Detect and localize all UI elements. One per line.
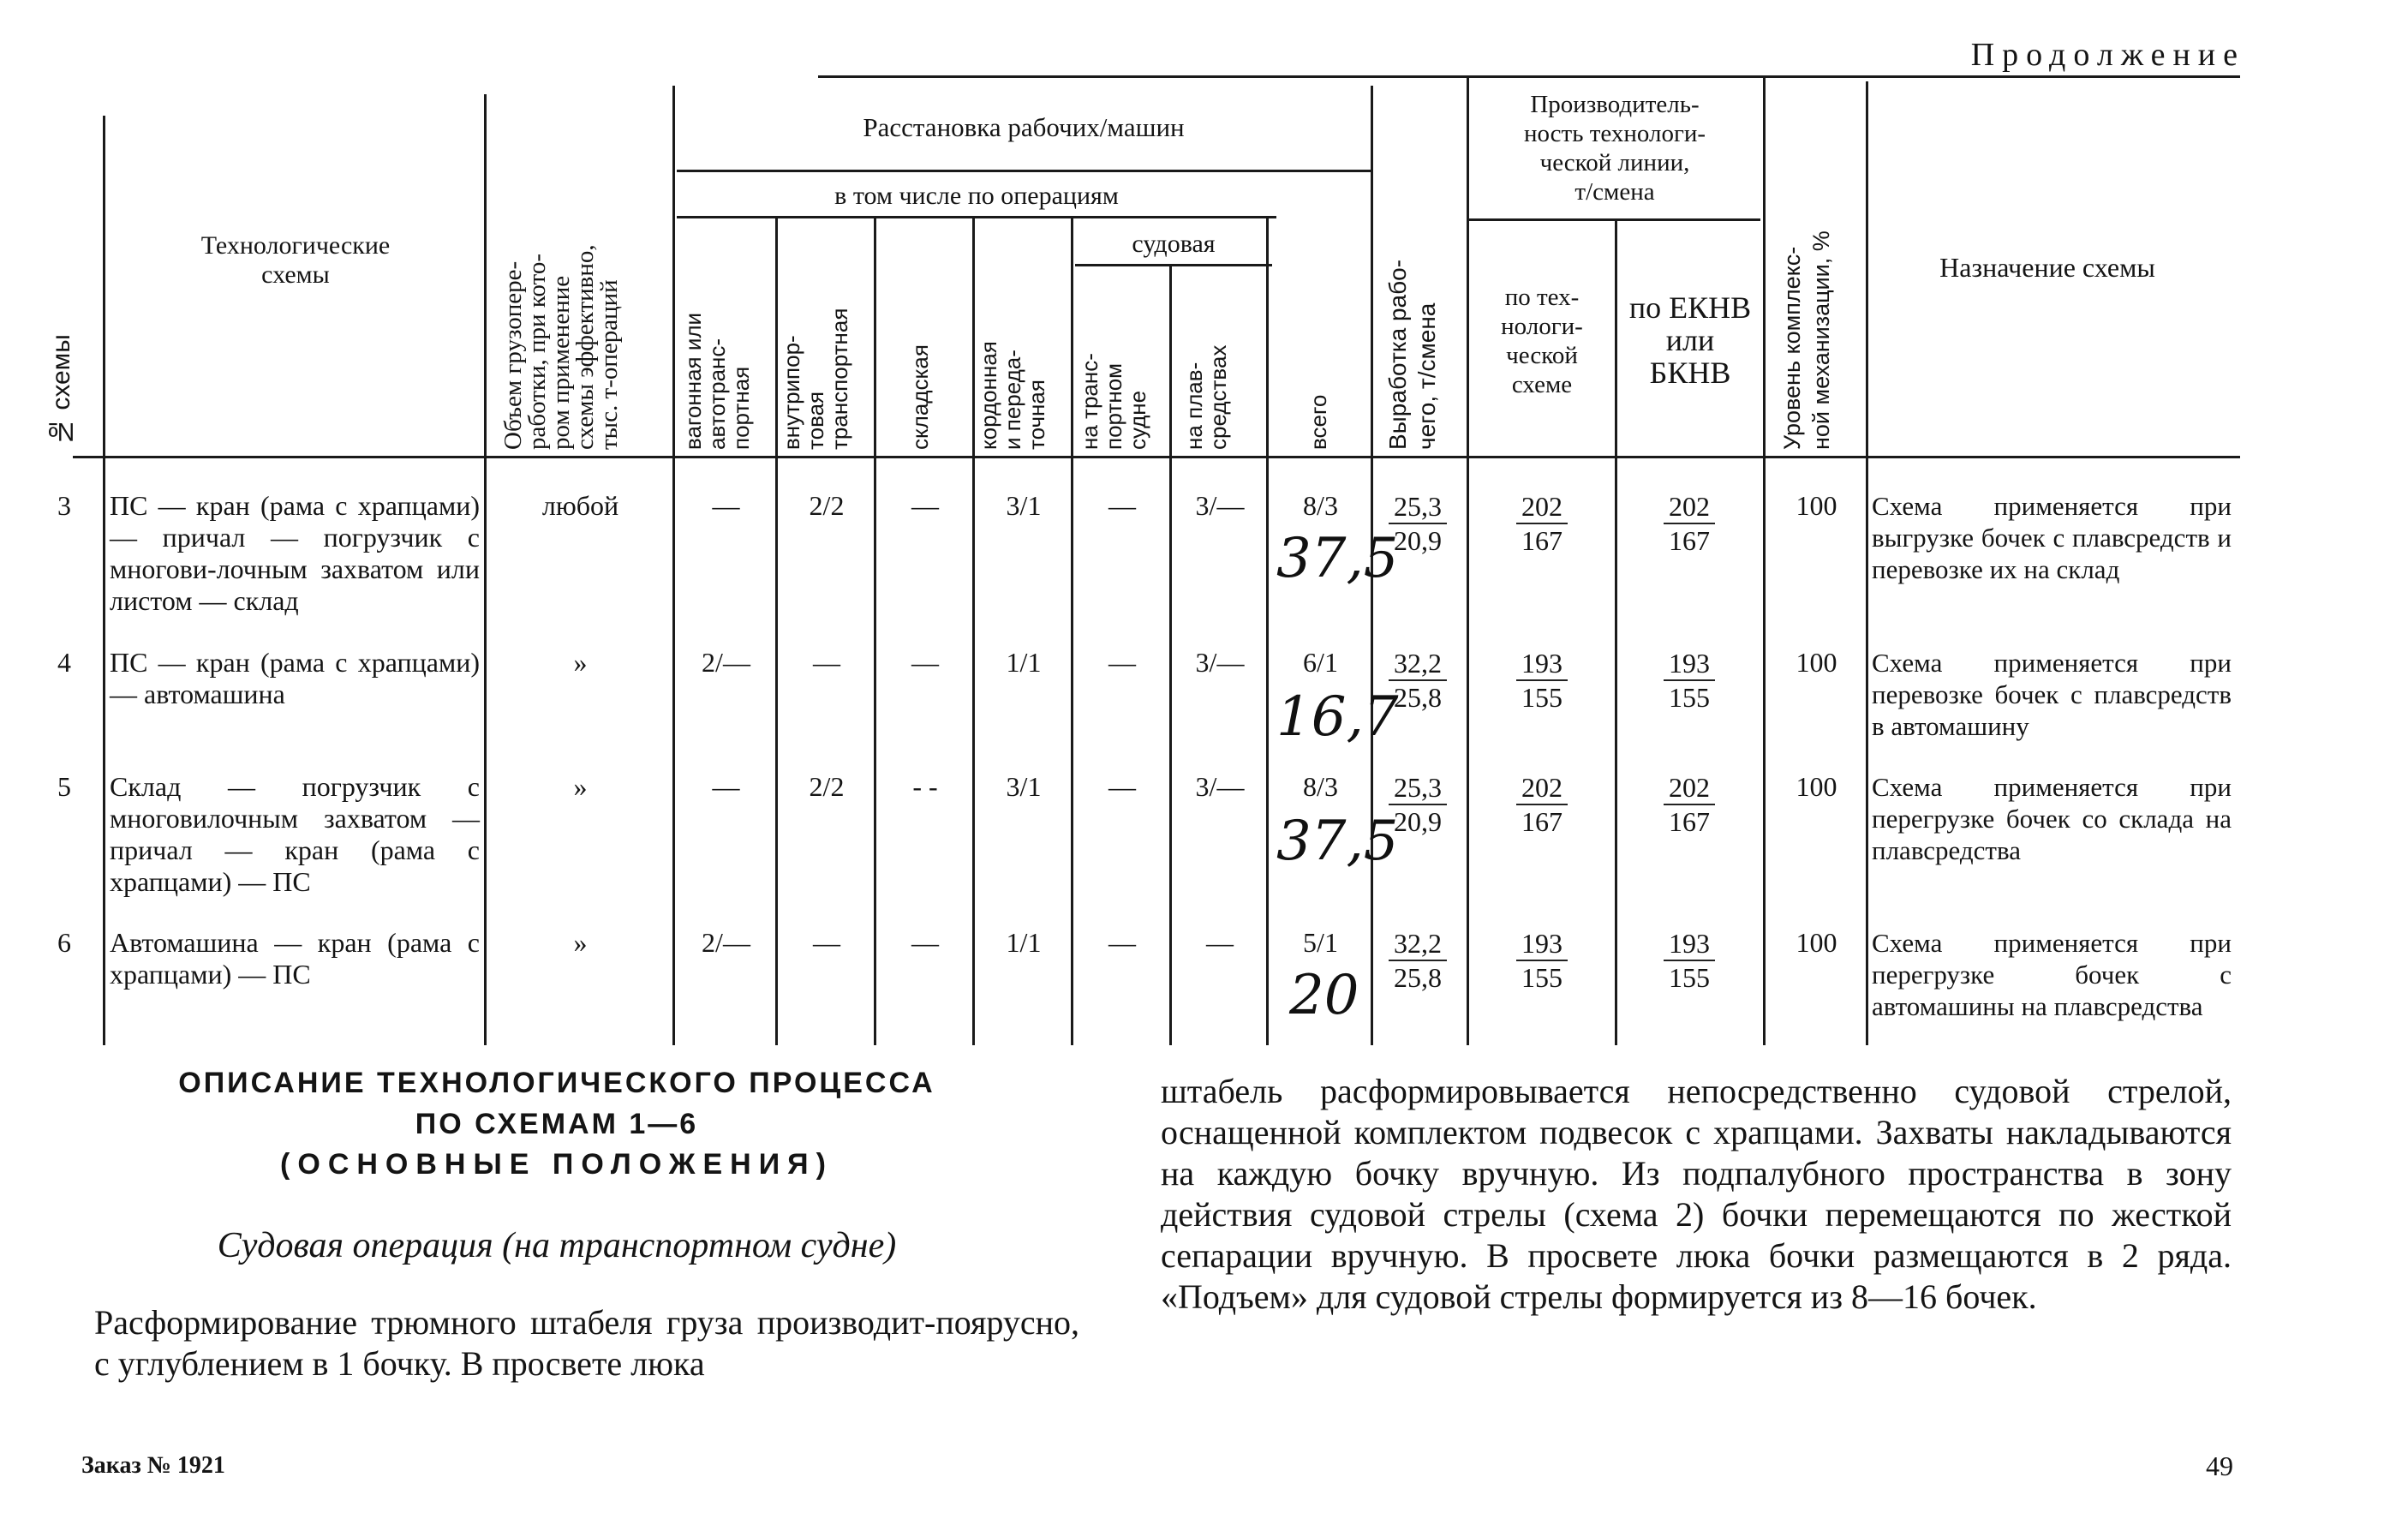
header-output: Выработка рабо- чего, т/смена: [1384, 259, 1440, 450]
row-number: 6: [57, 927, 71, 958]
row-ship-float: 3/—: [1195, 647, 1245, 678]
row-purpose: Схема применяется при перевозке бочек с плавсредств в автомашину: [1872, 648, 2232, 741]
section-subtitle: Судовая операция (на транспортном судне): [217, 1226, 897, 1265]
section-title-line2: ПО СХЕМАМ 1—6: [415, 1108, 699, 1140]
header-scheme-number: № схемы: [47, 334, 75, 446]
row-ship-float: 3/—: [1195, 771, 1245, 802]
row-output: $\frac{32,2}{25,8}$: [1375, 927, 1461, 994]
row-warehouse: —: [911, 647, 939, 678]
header-tech-schemes: Технологические схемы: [200, 231, 391, 289]
handwritten-note: 20: [1289, 964, 1359, 1027]
row-volume: любой: [541, 490, 619, 521]
header-cordon: кордонная и переда- точная: [976, 341, 1049, 450]
row-ship-float: 3/—: [1195, 490, 1245, 521]
row-by-ekn: $\frac{193}{155}$: [1646, 927, 1732, 994]
header-ship: судовая: [1132, 230, 1216, 258]
header-purpose: Назначение схемы: [1939, 252, 2155, 283]
row-ship-float: —: [1206, 927, 1234, 958]
row-wagon: 2/—: [702, 647, 750, 678]
handwritten-note: 37,5: [1276, 810, 1399, 873]
header-productivity: Производитель- ность технологи- ческой линии, т/смена: [1523, 91, 1706, 206]
header-ship-float: на плав- средствах: [1181, 344, 1231, 450]
row-warehouse: - -: [912, 771, 938, 802]
row-warehouse: —: [911, 490, 939, 521]
continuation-label: Продолжение: [1970, 37, 2245, 73]
row-intraport: —: [813, 647, 840, 678]
row-intraport: —: [813, 927, 840, 958]
row-by-tech: $\frac{202}{167}$: [1499, 771, 1585, 838]
row-purpose: Схема применяется при перегрузке бочек с автомашины на плавсредства: [1872, 928, 2232, 1021]
header-total: всего: [1306, 394, 1331, 450]
row-intraport: 2/2: [809, 771, 845, 802]
row-wagon: 2/—: [702, 927, 750, 958]
row-cordon: 1/1: [1006, 647, 1042, 678]
row-total: 8/3: [1303, 490, 1338, 521]
row-number: 5: [57, 771, 71, 802]
row-by-ekn: $\frac{202}{167}$: [1646, 771, 1732, 838]
row-volume: »: [573, 927, 588, 958]
row-volume: »: [573, 771, 588, 802]
row-total: 5/1: [1303, 927, 1338, 958]
row-purpose: Схема применяется при выгрузке бочек с плавсредств и перевозке их на склад: [1872, 491, 2232, 584]
row-ship-transport: —: [1108, 490, 1136, 521]
row-cordon: 1/1: [1006, 927, 1042, 958]
row-scheme: ПС — кран (рама с храпцами) — автомашина: [110, 647, 480, 709]
row-output: $\frac{25,3}{20,9}$: [1375, 490, 1461, 557]
row-ship-transport: —: [1108, 927, 1136, 958]
row-scheme: ПС — кран (рама с храпцами) — причал — погрузчик с многови-лочным захватом или листом — склад: [110, 490, 480, 616]
header-intraport: внутрипор- товая транспортная: [779, 308, 852, 450]
row-purpose: Схема применяется при перегрузке бочек со склада на плавсредства: [1872, 772, 2232, 865]
header-in-operations: в том числе по операциям: [834, 182, 1119, 210]
row-mech-level: 100: [1796, 771, 1837, 802]
row-by-ekn: $\frac{202}{167}$: [1646, 490, 1732, 557]
order-number: Заказ № 1921: [81, 1452, 225, 1479]
row-by-ekn: $\frac{193}{155}$: [1646, 647, 1732, 714]
row-number: 4: [57, 647, 71, 678]
row-scheme: Автомашина — кран (рама с храпцами) — ПС: [110, 927, 480, 990]
row-cordon: 3/1: [1006, 771, 1042, 802]
row-by-tech: $\frac{202}{167}$: [1499, 490, 1585, 557]
header-by-tech: по тех- нологи- ческой схеме: [1501, 284, 1583, 398]
header-ship-transport: на транс- портном судне: [1077, 353, 1150, 450]
row-mech-level: 100: [1796, 927, 1837, 958]
row-warehouse: —: [911, 927, 939, 958]
row-ship-transport: —: [1108, 771, 1136, 802]
row-cordon: 3/1: [1006, 490, 1042, 521]
page-number: 49: [2206, 1450, 2233, 1481]
row-by-tech: $\frac{193}{155}$: [1499, 647, 1585, 714]
row-by-tech: $\frac{193}{155}$: [1499, 927, 1585, 994]
header-by-ekn: по ЕКНВ или БКНВ: [1628, 290, 1752, 390]
row-output: $\frac{25,3}{20,9}$: [1375, 771, 1461, 838]
row-scheme: Склад — погрузчик с многовилочным захватом — причал — кран (рама с храпцами) — ПС: [110, 771, 480, 897]
header-warehouse: складская: [907, 344, 933, 450]
row-wagon: —: [712, 490, 740, 521]
right-paragraph: штабель расформировывается непосредственно судовой стрелой, оснащенной комплектом подвесок с храпцами. Захваты накладываются на каждую бочку вручную. Из подпалубного пространства в зону действия судовой стрелы (схема 2) бочки перемещаются по жесткой сепарации вручную. В просвете люка бочки размещаются в 2 ряда. «Подъем» для судовой стрелы формируется из 8—16 бочек.: [1161, 1072, 2232, 1316]
row-total: 6/1: [1303, 647, 1338, 678]
header-mech-level: Уровень комплекс- ной механизации, %: [1779, 230, 1834, 450]
left-paragraph: Расформирование трюмного штабеля груза производит-поярусно, с углублением в 1 бочку. В просвете люка: [94, 1303, 1079, 1383]
header-placement: Расстановка рабочих/машин: [863, 112, 1185, 142]
row-wagon: —: [712, 771, 740, 802]
row-volume: »: [573, 647, 588, 678]
row-mech-level: 100: [1796, 490, 1837, 521]
row-total: 8/3: [1303, 771, 1338, 802]
section-title-line1: ОПИСАНИЕ ТЕХНОЛОГИЧЕСКОГО ПРОЦЕССА: [178, 1067, 935, 1099]
section-title-line3: (ОСНОВНЫЕ ПОЛОЖЕНИЯ): [280, 1148, 834, 1181]
header-wagon: вагонная или автотранс- портная: [680, 312, 754, 450]
handwritten-note: 37,5: [1276, 527, 1399, 590]
handwritten-note: 16,7: [1276, 685, 1399, 749]
row-intraport: 2/2: [809, 490, 845, 521]
header-volume: Объем грузопере- работки, при кото- ром применение схемы эффективно, тыс. т-операций: [499, 244, 623, 450]
row-mech-level: 100: [1796, 647, 1837, 678]
row-ship-transport: —: [1108, 647, 1136, 678]
row-number: 3: [57, 490, 71, 521]
row-output: $\frac{32,2}{25,8}$: [1375, 647, 1461, 714]
